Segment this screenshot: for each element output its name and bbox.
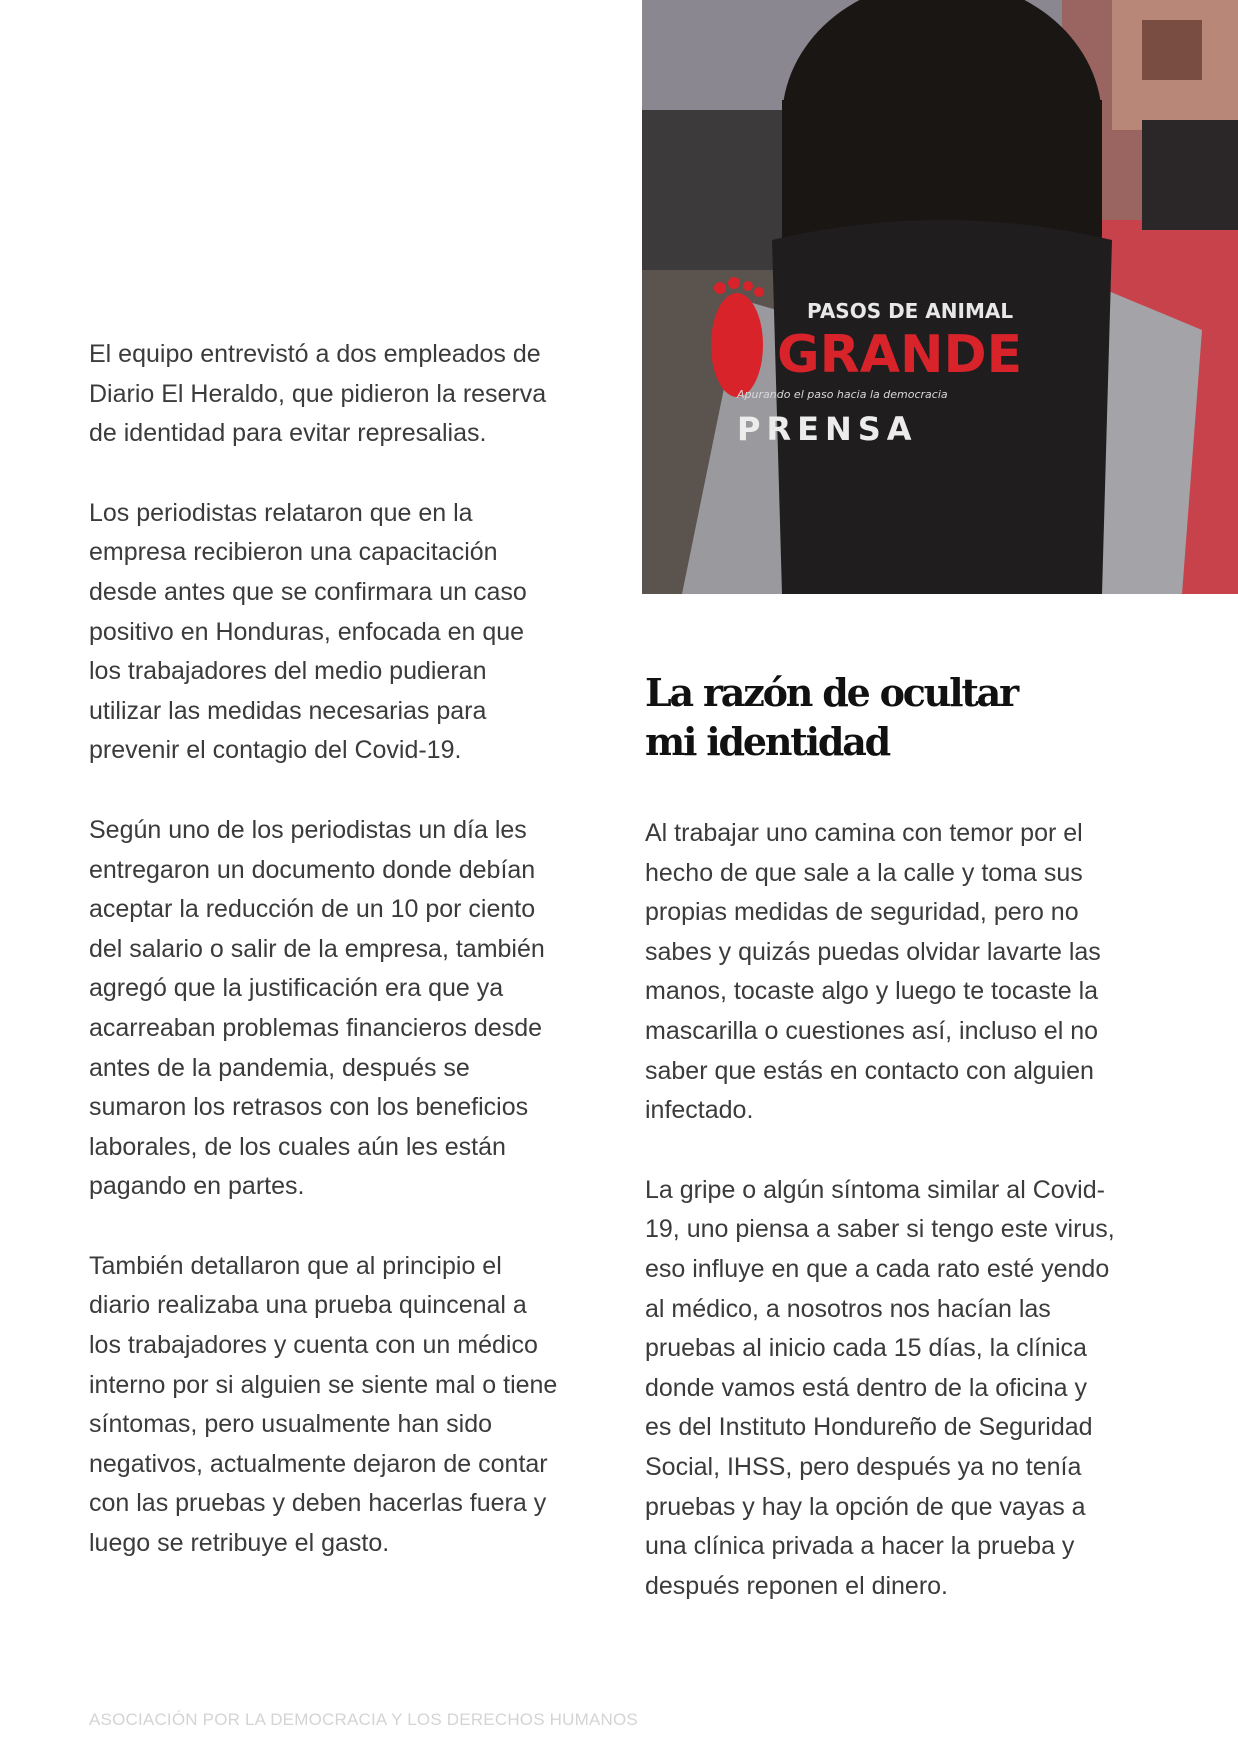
paragraph-salary-reduction: Según uno de los periodistas un día les entregaron un documento donde debían aceptar la reducción de un 10 por ciento del salario o salir de la empresa, también agregó que la justificación era que ya acarreaban problemas financieros desde antes de la pandemia, después se sumaron los retrasos con los beneficios laborales, de los cuales aún les están pagando en partes. [89,815,545,1201]
left-column [89,335,609,1604]
vest-line3: Apurando el paso hacia la democracia [737,388,948,401]
paragraph-fear: Al trabajar uno camina con temor por el hecho de que sale a la calle y toma sus propias medidas de seguridad, pero no sabes y quizás puedas olvidar lavarte las manos, tocaste algo y luego te tocaste la mascarilla o cuestiones así, incluso el no saber que estás en contacto con alguien infectado. [645,819,1101,1125]
paragraph-testing: También detallaron que al principio el diario realizaba una prueba quincenal a los trabajadores y cuenta con un médico interno por si alguien se siente mal o tiene síntomas, pero usualmente han sido negativos, actualmente dejaron de contar con las pruebas y deben hacerlas fuera y luego se retribuye el gasto. [89,1251,558,1558]
paragraph-training: Los periodistas relataron que en la empresa recibieron una capacitación desde antes que se confirmara un caso positivo en Honduras, enfocada en que los trabajadores del medio pudieran utilizar las medidas necesarias para prevenir el contagio del Covid-19. [89,498,527,765]
footer-organization: ASOCIACIÓN POR LA DEMOCRACIA Y LOS DERECHOS HUMANOS [89,1710,638,1729]
section-heading: La razón de ocultar mi identidad [645,670,1017,764]
right-column [645,814,1155,1646]
photo-illustration [642,0,1238,594]
vest-line2: GRANDE [777,325,1023,385]
paragraph-symptoms: La gripe o algún síntoma similar al Covid- 19, uno piensa a saber si tengo este virus, eso influye en que a cada rato esté yendo al médico, a nosotros nos hacían las pruebas al inicio cada 15 días, la clínica donde vamos está dentro de la oficina y es del Instituto Hondureño de Seguridad Social, IHSS, pero después ya no tenía pruebas y hay la opción de que vayas a una clínica privada a hacer la prueba y después reponen el dinero. [645,1175,1115,1600]
vest-line4: PRENSA [737,410,918,448]
journalist-photo [642,0,1238,594]
vest-line1: PASOS DE ANIMAL [807,299,1014,323]
paragraph-interview: El equipo entrevistó a dos empleados de Diario El Heraldo, que pidieron la reserva de identidad para evitar represalias. [89,340,547,448]
